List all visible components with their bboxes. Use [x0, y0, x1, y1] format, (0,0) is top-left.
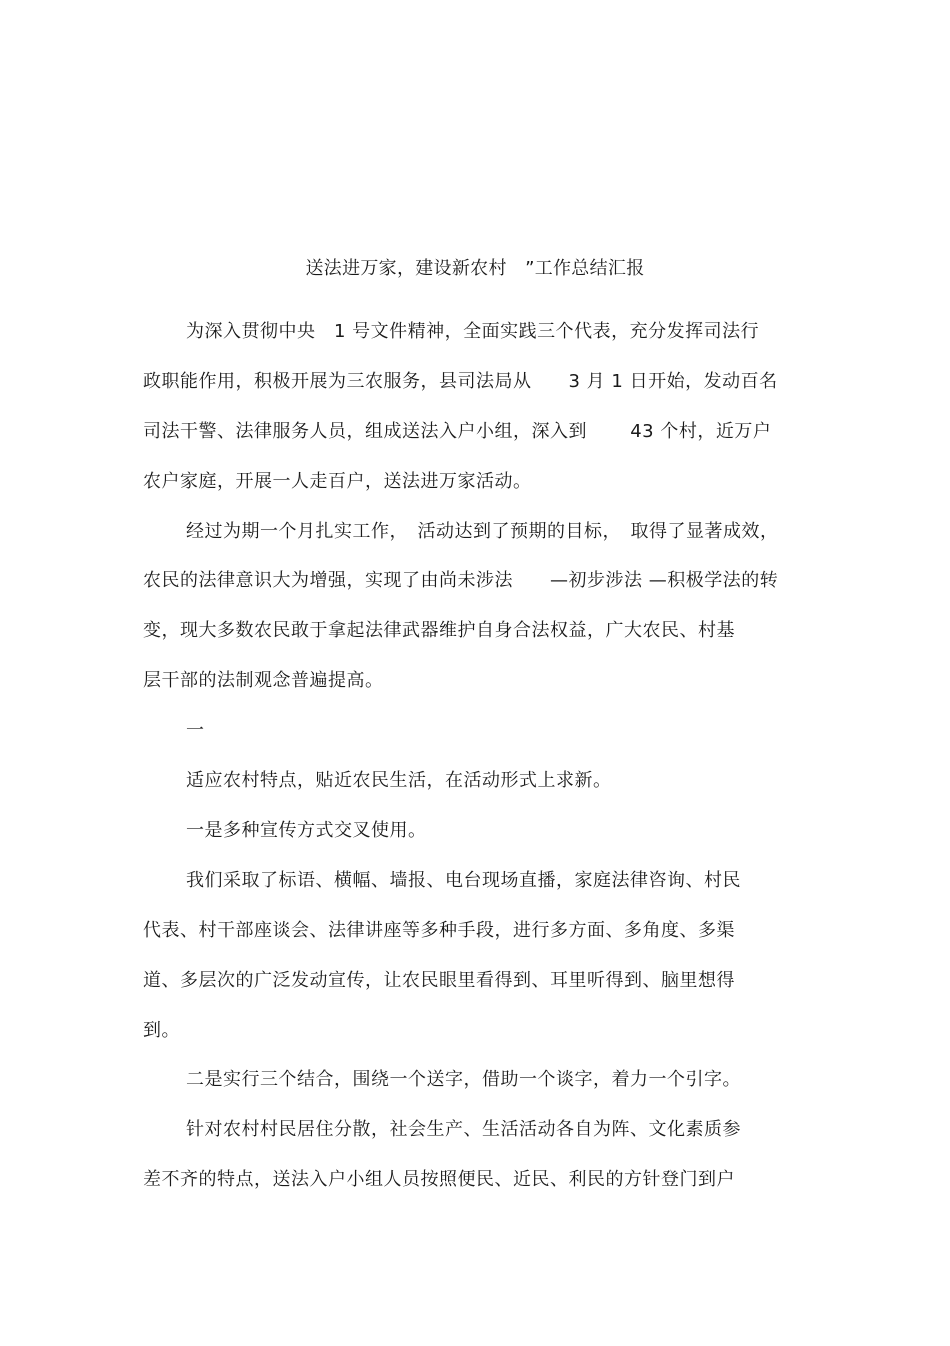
section-marker: 一 — [186, 720, 205, 741]
body-line-2: 政职能作用，积极开展为三农服务，县司法局从 3 月 1 日开始，发动百名 — [143, 371, 778, 392]
body-line-14: 道、多层次的广泛发动宣传，让农民眼里看得到、耳里听得到、脑里想得 — [143, 970, 735, 991]
body-line-5: 经过为期一个月扎实工作， 活动达到了预期的目标， 取得了显著成效， — [186, 521, 779, 542]
body-line-7: 变，现大多数农民敢于拿起法律武器维护自身合法权益，广大农民、村基 — [143, 620, 735, 641]
body-line-8: 层干部的法制观念普遍提高。 — [143, 670, 384, 691]
document-title: 送法进万家，建设新农村 ”工作总结汇报 — [305, 258, 645, 279]
body-line-12: 我们采取了标语、横幅、墙报、电台现场直播，家庭法律咨询、村民 — [186, 870, 741, 891]
body-line-1: 为深入贯彻中央 1 号文件精神，全面实践三个代表，充分发挥司法行 — [186, 321, 760, 342]
body-line-6: 农民的法律意识大为增强，实现了由尚未涉法 —初步涉法 —积极学法的转 — [143, 570, 779, 591]
body-line-3: 司法干警、法律服务人员，组成送法入户小组，深入到 43 个村，近万户 — [143, 421, 772, 442]
subheading-1: 一是多种宣传方式交叉使用。 — [186, 820, 427, 841]
body-line-17: 针对农村村民居住分散，社会生产、生活活动各自为阵、文化素质参 — [186, 1119, 741, 1140]
body-line-4: 农户家庭，开展一人走百户，送法进万家活动。 — [143, 471, 532, 492]
subheading-2: 二是实行三个结合，围绕一个送字，借助一个谈字，着力一个引字。 — [186, 1069, 741, 1090]
section-heading: 适应农村特点，贴近农民生活，在活动形式上求新。 — [186, 770, 612, 791]
body-line-15: 到。 — [143, 1020, 180, 1041]
body-line-18: 差不齐的特点，送法入户小组人员按照便民、近民、利民的方针登门到户 — [143, 1169, 735, 1190]
body-line-13: 代表、村干部座谈会、法律讲座等多种手段，进行多方面、多角度、多渠 — [143, 920, 735, 941]
